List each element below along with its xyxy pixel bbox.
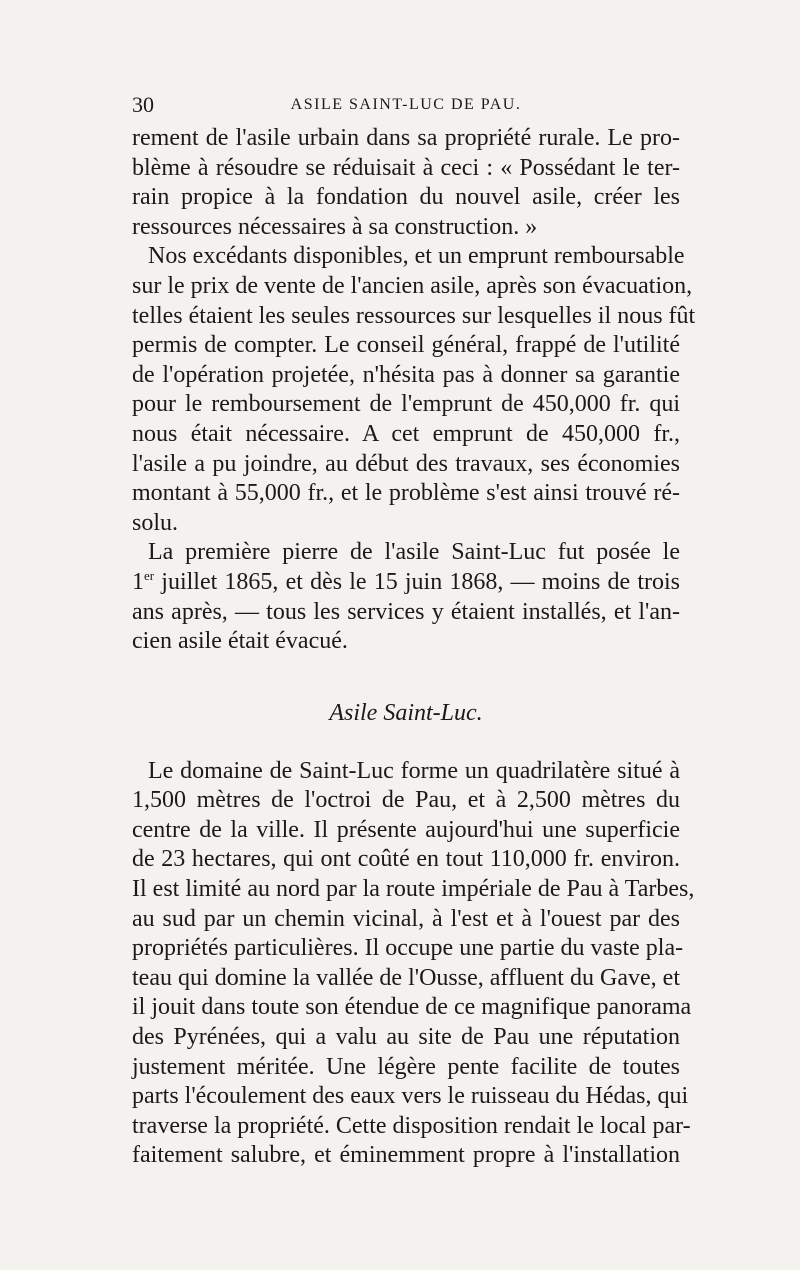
text-line: propriétés particulières. Il occupe une partie du vaste pla- [132,935,684,962]
text-line: des Pyrénées, qui a valu au site de Pau une réputation [132,1024,680,1051]
text-line: Il est limité au nord par la route impériale de Pau à Tarbes, [132,876,695,903]
text-line: cien asile était évacué. [132,628,348,655]
text-line: Nos excédants disponibles, et un emprunt remboursable [148,243,685,270]
text-line: ans après, — tous les services y étaient installés, et l'an- [132,598,680,625]
page-body [132,124,696,1171]
text-line: La première pierre de l'asile Saint-Luc fut posée le [148,539,680,566]
text-line: parts l'écoulement des eaux vers le ruisseau du Hédas, qui [132,1083,689,1110]
text-line: pour le remboursement de l'emprunt de 450,000 fr. qui [132,391,680,418]
spacer [132,657,680,698]
text-line: solu. [132,509,179,536]
text-line: ressources nécessaires à sa construction. » [132,213,538,240]
text-line: traverse la propriété. Cette disposition rendait le local par- [132,1112,691,1139]
paragraph-1 [132,124,680,242]
text-line: montant à 55,000 fr., et le problème s'est ainsi trouvé ré- [132,480,680,507]
paragraph-3 [132,538,680,656]
section-heading: Asile Saint-Luc. [329,699,483,726]
ordinal-suffix: er [144,567,155,583]
text-line: centre de la ville. Il présente aujourd'hui une superficie [132,816,680,843]
text-line: justement méritée. Une légère pente facilite de toutes [132,1053,680,1080]
text-line: 1,500 mètres de l'octroi de Pau, et à 2,500 mètres du [132,787,680,814]
text-line: faitement salubre, et éminemment propre à l'installation [132,1142,680,1169]
page-number: 30 [132,92,154,117]
text-line: de 23 hectares, qui ont coûté en tout 110,000 fr. environ. [132,846,680,873]
text-line [132,568,680,598]
text-line: au sud par un chemin vicinal, à l'est et à l'ouest par des [132,905,680,932]
paragraph-2 [132,242,696,538]
text-line: Le domaine de Saint-Luc forme un quadrilatère situé à [148,757,680,784]
text-line: rain propice à la fondation du nouvel asile, créer les [132,184,680,211]
running-title: ASILE SAINT-LUC DE PAU. [290,96,522,113]
text-line: l'asile a pu joindre, au début des travaux, ses économies [132,450,680,477]
text-line: sur le prix de vente de l'ancien asile, après son évacuation, [132,272,693,299]
spacer [132,728,680,757]
text-line: il jouit dans toute son étendue de ce magnifique panorama [132,994,692,1021]
section-paragraph [132,757,695,1171]
text-line: permis de compter. Le conseil général, frappé de l'utilité [132,332,680,359]
text-line: rement de l'asile urbain dans sa propriété rurale. Le pro- [132,125,680,151]
text-line: telles étaient les seules ressources sur lesquelles il nous fût [132,302,696,329]
ordinal: 1 [132,568,144,595]
text-line: blème à résoudre se réduisait à ceci : « Possédant le ter- [132,154,680,181]
text-line: de l'opération projetée, n'hésita pas à donner sa garantie [132,361,680,388]
page-header [132,92,680,118]
text-line: teau qui domine la vallée de l'Ousse, affluent du Gave, et [132,964,680,991]
text-line: nous était nécessaire. A cet emprunt de 450,000 fr., [132,420,680,447]
text-line-rest: juillet 1865, et dès le 15 juin 1868, — moins de trois [161,568,680,595]
